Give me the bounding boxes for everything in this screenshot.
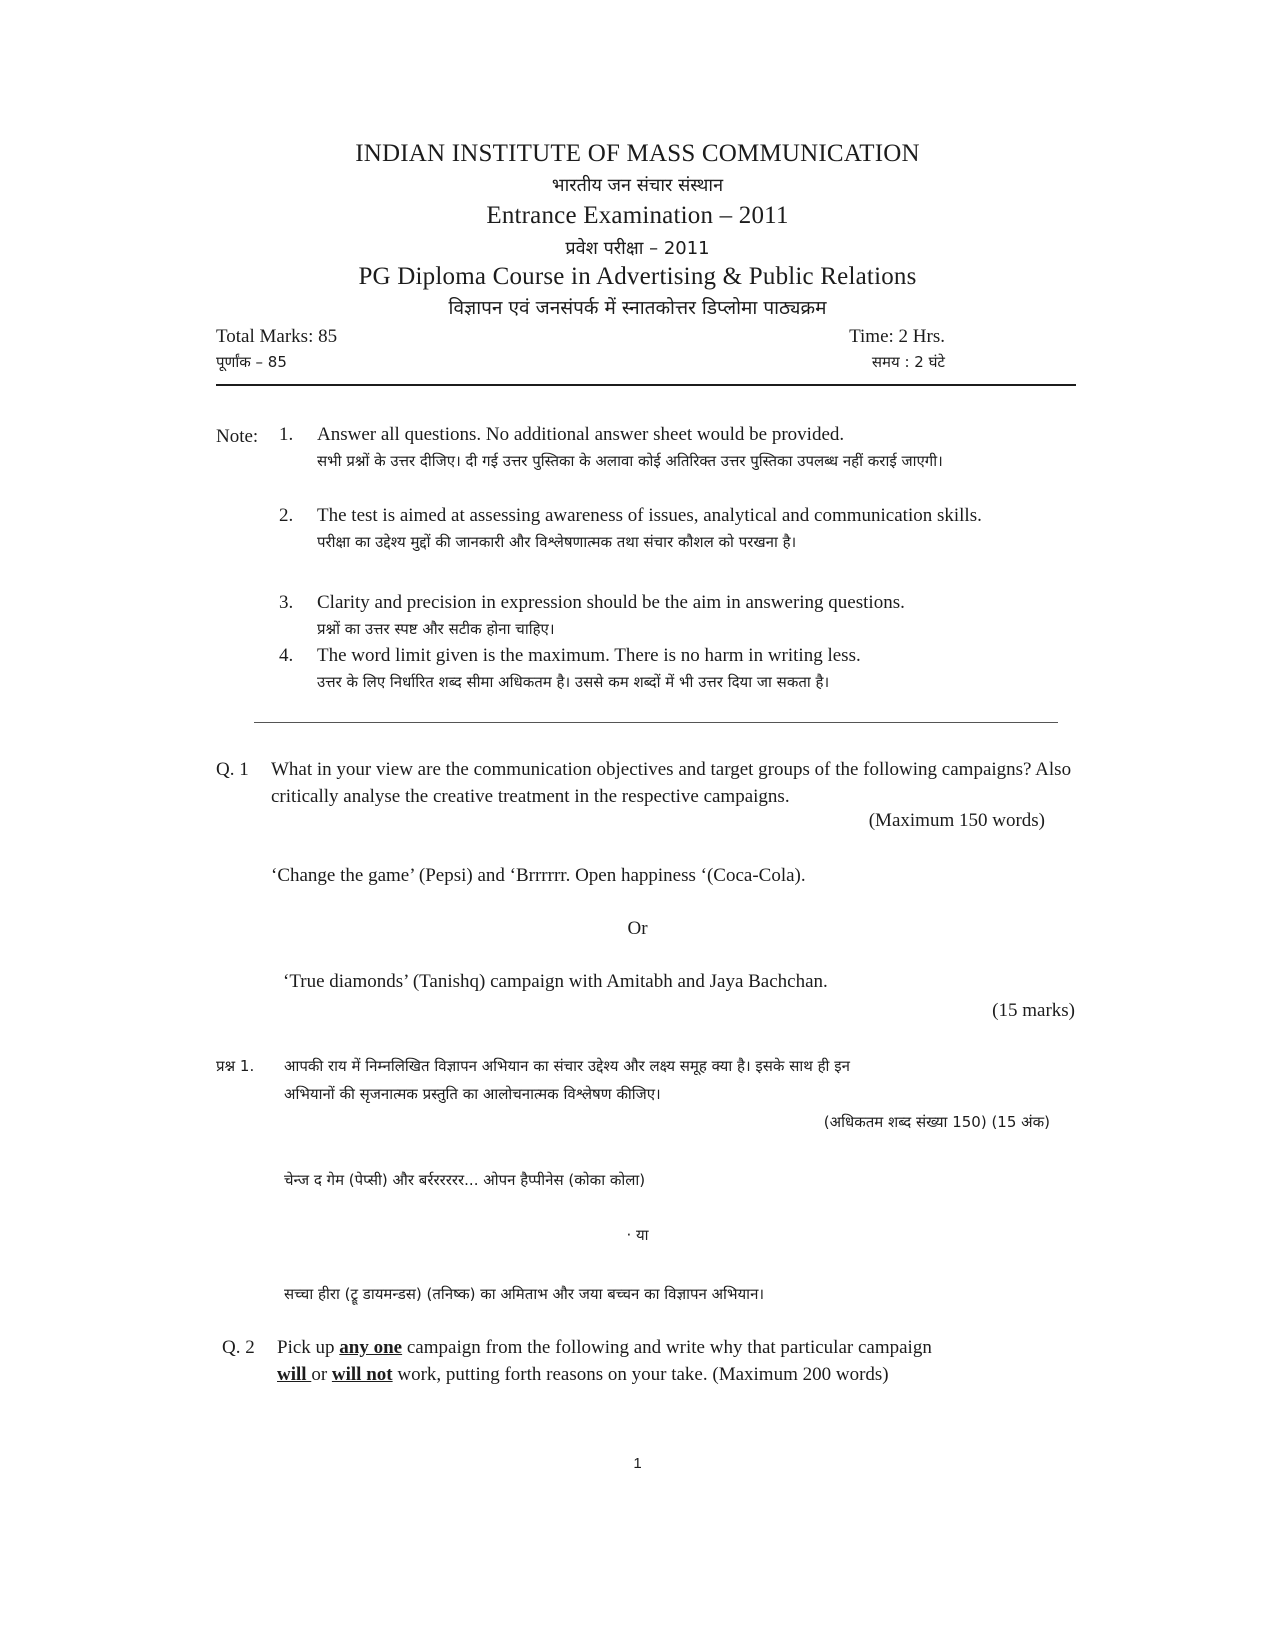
question-marks: (15 marks) xyxy=(992,1000,1075,1021)
total-marks: Total Marks: 85 xyxy=(216,326,338,347)
note-item xyxy=(279,590,1079,642)
note-text: The test is aimed at assessing awareness of issues, analytical and communication skills. xyxy=(317,505,982,526)
question-number: Q. 1 xyxy=(216,759,249,780)
note-label: Note: xyxy=(216,426,259,447)
question-text-hindi-line2: अभियानों की सृजनात्मक प्रस्तुति का आलोचनात्मक विश्लेषण कीजिए। xyxy=(284,1085,661,1103)
note-text-hindi: प्रश्नों का उत्तर स्पष्ट और सटीक होना चाहिए। xyxy=(317,620,555,638)
time-allowed-hindi: समय : 2 घंटे xyxy=(871,353,945,371)
campaign-option-b-hindi: सच्चा हीरा (ट्रू डायमन्डस) (तनिष्क) का अमिताभ और जया बच्चन का विज्ञापन अभियान। xyxy=(284,1285,765,1303)
notes-divider xyxy=(254,722,1058,723)
exam-title: Entrance Examination – 2011 xyxy=(486,202,789,229)
course-title-hindi: विज्ञापन एवं जनसंपर्क में स्नातकोत्तर डिप्लोमा पाठ्यक्रम xyxy=(448,297,827,319)
note-item xyxy=(279,503,1079,555)
note-text-hindi: उत्तर के लिए निर्धारित शब्द सीमा अधिकतम है। उससे कम शब्दों में भी उत्तर दिया जा सकता है। xyxy=(317,673,830,691)
note-item xyxy=(279,422,1079,474)
note-number: 2. xyxy=(279,505,294,526)
campaign-option-b: ‘True diamonds’ (Tanishq) campaign with Amitabh and Jaya Bachchan. xyxy=(283,971,828,992)
q2-text-part: campaign from the following and write why that particular campaign xyxy=(402,1337,932,1358)
campaign-option-a-hindi: चेन्ज द गेम (पेप्सी) और बर्रररररर... ओपन हैप्पीनेस (कोका कोला) xyxy=(284,1171,646,1189)
q2-text-part: work, putting forth reasons on your take. (Maximum 200 words) xyxy=(392,1364,889,1385)
q2-text-part: or xyxy=(311,1364,332,1385)
emphasis-any-one: any one xyxy=(339,1337,403,1358)
note-text: Clarity and precision in expression should be the aim in answering questions. xyxy=(317,592,905,613)
institute-title-hindi: भारतीय जन संचार संस्थान xyxy=(551,175,724,196)
question-number: Q. 2 xyxy=(222,1337,255,1358)
question-text xyxy=(277,1334,1082,1388)
question-2 xyxy=(222,1334,1082,1388)
question-1 xyxy=(216,756,1076,810)
note-text-hindi: परीक्षा का उद्देश्य मुद्दों की जानकारी और विश्लेषणात्मक तथा संचार कौशल को परखना है। xyxy=(317,533,797,551)
note-item xyxy=(279,643,1079,695)
word-limit: (Maximum 150 words) xyxy=(868,810,1045,831)
question-number-hindi: प्रश्न 1. xyxy=(216,1057,255,1075)
question-text-hindi: आपकी राय में निम्नलिखित विज्ञापन अभियान का संचार उद्देश्य और लक्ष्य समूह क्या है। इसके साथ ही इन xyxy=(284,1057,850,1075)
time-allowed: Time: 2 Hrs. xyxy=(849,326,945,347)
institute-title: INDIAN INSTITUTE OF MASS COMMUNICATION xyxy=(355,140,920,167)
question-text: What in your view are the communication objectives and target groups of the following campaigns? Also critically analyse the creative treatment in the respective campaigns. xyxy=(271,759,1072,807)
page-number: 1 xyxy=(633,1455,642,1472)
note-text: Answer all questions. No additional answer sheet would be provided. xyxy=(317,424,845,445)
total-marks-hindi: पूर्णांक – 85 xyxy=(216,353,287,371)
word-limit-hindi: (अधिकतम शब्द संख्या 150) (15 अंक) xyxy=(823,1113,1050,1131)
note-text: The word limit given is the maximum. There is no harm in writing less. xyxy=(317,645,861,666)
emphasis-will-not: will not xyxy=(331,1364,393,1385)
q2-text-part: Pick up xyxy=(277,1337,340,1358)
course-title: PG Diploma Course in Advertising & Public Relations xyxy=(358,263,917,290)
note-number: 1. xyxy=(279,424,294,445)
header-divider xyxy=(216,384,1076,386)
or-separator-hindi: · या xyxy=(626,1226,649,1244)
note-text-hindi: सभी प्रश्नों के उत्तर दीजिए। दी गई उत्तर पुस्तिका के अलावा कोई अतिरिक्त उत्तर पुस्तिका उपलब्ध नहीं कराई जाएगी। xyxy=(317,452,943,470)
note-number: 4. xyxy=(279,645,294,666)
note-number: 3. xyxy=(279,592,294,613)
emphasis-will: will xyxy=(277,1364,312,1385)
campaign-option-a: ‘Change the game’ (Pepsi) and ‘Brrrrrr. Open happiness ‘(Coca-Cola). xyxy=(271,865,806,886)
or-separator: Or xyxy=(627,918,648,939)
exam-title-hindi: प्रवेश परीक्षा – 2011 xyxy=(565,238,710,259)
